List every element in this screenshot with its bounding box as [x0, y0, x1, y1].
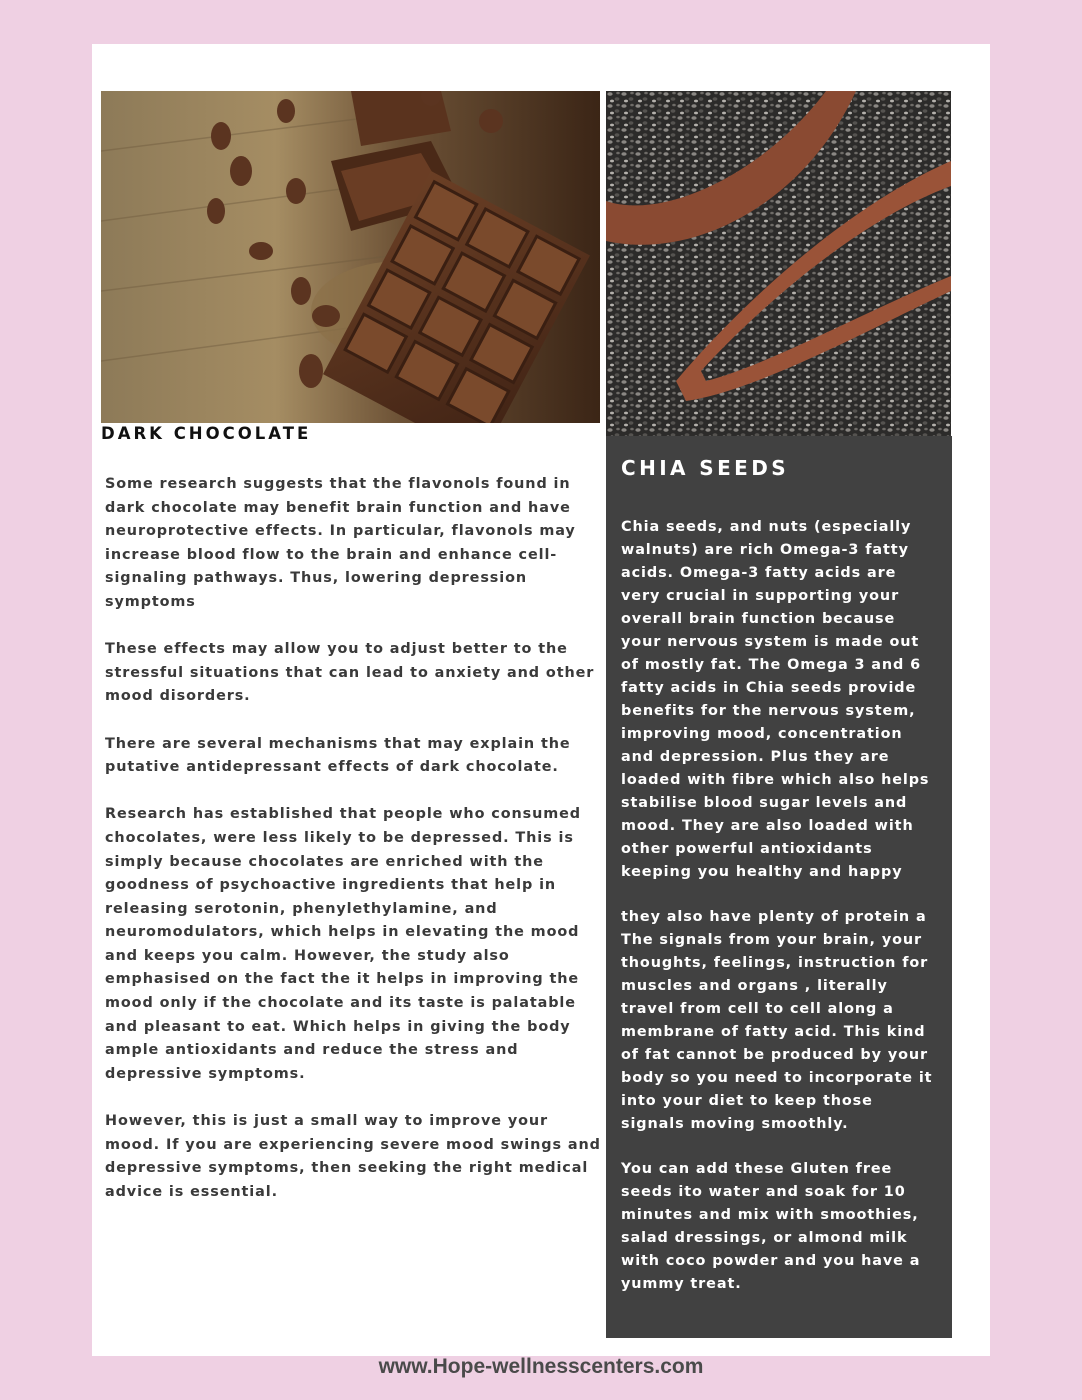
dark-chocolate-body	[105, 473, 605, 1228]
chia-seeds-image	[606, 91, 951, 436]
chia-seeds-paragraph: they also have plenty of protein a The signals from your brain, your thoughts, feelings, instruction for muscles and organs , literally travel from cell to cell along a membrane of fatty acid. This kind of fat cannot be produced by your body so you need to incorporate it into your diet to keep those signals moving smoothly.	[621, 909, 933, 1132]
dark-chocolate-paragraph: These effects may allow you to adjust better to the stressful situations that can lead to anxiety and other mood disorders.	[105, 641, 595, 705]
dark-chocolate-heading: DARK CHOCOLATE	[101, 424, 312, 443]
chia-seeds-heading: CHIA SEEDS	[621, 456, 790, 480]
dark-chocolate-paragraph: However, this is just a small way to improve your mood. If you are experiencing severe mood swings and depressive symptoms, then seeking the right medical advice is essential.	[105, 1113, 601, 1200]
dark-chocolate-image	[101, 91, 600, 423]
chia-seeds-body	[621, 516, 937, 1318]
dark-chocolate-paragraph: There are several mechanisms that may explain the putative antidepressant effects of dark chocolate.	[105, 735, 571, 776]
footer-website-link[interactable]: www.Hope-wellnesscenters.com	[378, 1355, 704, 1378]
dark-chocolate-paragraph: Research has established that people who consumed chocolates, were less likely to be depressed. This is simply because chocolates are enriched with the goodness of psychoactive ingredients that help in releasing serotonin, phenylethylamine, and neuromodulators, which helps in elevating the mood and keeps you calm. However, the study also emphasised on the fact the it helps in improving the mood only if the chocolate and its taste is palatable and pleasant to eat. Which helps in giving the body ample antioxidants and reduce the stress and depressive symptoms.	[105, 806, 581, 1082]
chia-seeds-paragraph: You can add these Gluten free seeds ito water and soak for 10 minutes and mix with smoothies, salad dressings, or almond milk with coco powder and you have a yummy treat.	[621, 1161, 921, 1292]
dark-chocolate-paragraph: Some research suggests that the flavonols found in dark chocolate may benefit brain function and have neuroprotective effects. In particular, flavonols may increase blood flow to the brain and enhance cell-signaling pathways. Thus, lowering depression symptoms	[105, 476, 576, 610]
chia-seeds-paragraph: Chia seeds, and nuts (especially walnuts) are rich Omega-3 fatty acids. Omega-3 fatty acids are very crucial in supporting your overall brain function because your nervous system is made out of mostly fat. The Omega 3 and 6 fatty acids in Chia seeds provide benefits for the nervous system, improving mood, concentration and depression. Plus they are loaded with fibre which also helps stabilise blood sugar levels and mood. They are also loaded with other powerful antioxidants keeping you healthy and happy	[621, 519, 930, 880]
